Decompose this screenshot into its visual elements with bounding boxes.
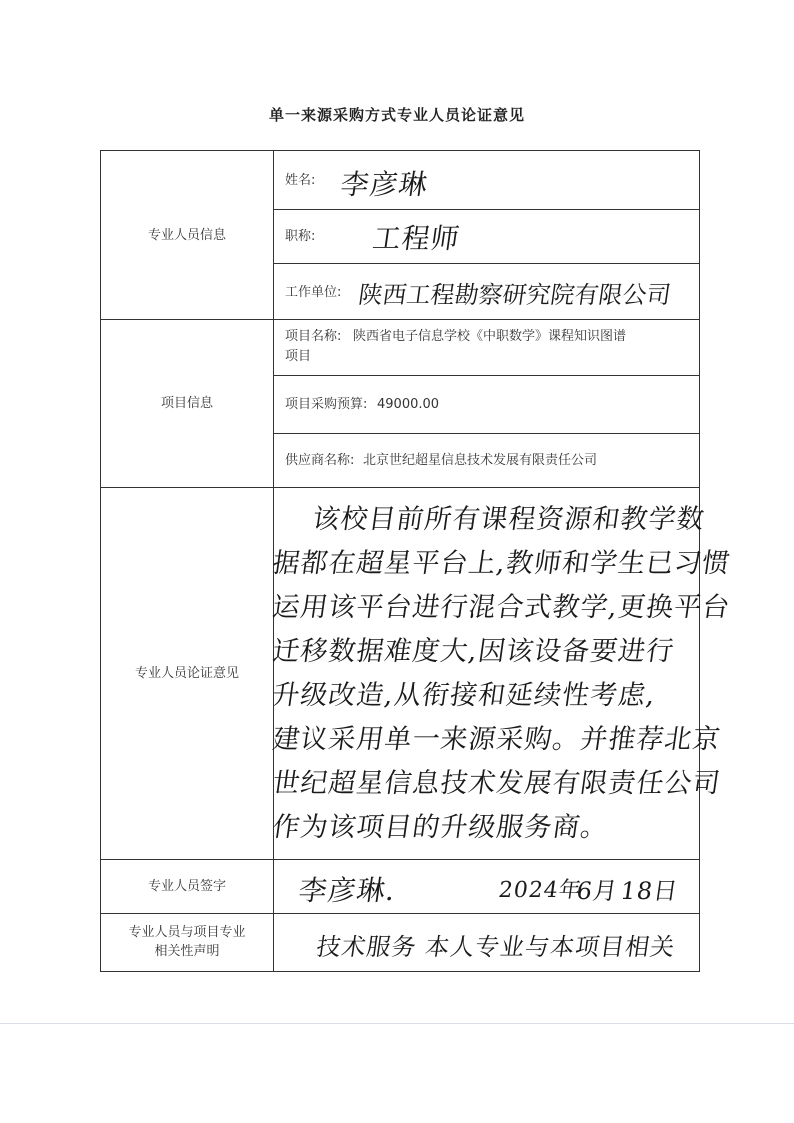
opinion-line: 建议采用单一来源采购。并推荐北京 — [270, 724, 723, 755]
relevance-label-line1: 专业人员与项目专业 — [128, 925, 246, 940]
row-rule-project-name-end — [273, 375, 699, 376]
name-label: 姓名: — [285, 173, 316, 188]
section-project-info: 项目信息 — [160, 395, 213, 411]
supplier-label: 供应商名称: — [285, 453, 355, 468]
section-expert-opinion: 专业人员论证意见 — [134, 665, 239, 681]
opinion-line: 世纪超星信息技术发展有限责任公司 — [270, 768, 723, 799]
section-expert-info: 专业人员信息 — [147, 227, 226, 243]
opinion-form — [100, 150, 733, 972]
opinion-line: 作为该项目的升级服务商。 — [270, 812, 611, 843]
title-handwriting: 工程师 — [370, 222, 463, 255]
employer-handwriting: 陕西工程勘察研究院有限公司 — [356, 281, 673, 309]
row-rule-title-end — [273, 263, 699, 264]
row-rule-budget-end — [273, 433, 699, 434]
opinion-line: 迁移数据难度大,因该设备要进行 — [270, 636, 677, 667]
budget-value: 49000.00 — [377, 397, 440, 412]
opinion-line: 升级改造,从衔接和延续性考虑, — [270, 680, 658, 711]
title-label: 职称: — [285, 229, 316, 244]
section-relevance-statement — [101, 913, 273, 971]
name-handwriting: 李彦琳 — [338, 168, 431, 201]
employer-label: 工作单位: — [285, 285, 342, 300]
signature-month: 6月 — [574, 877, 620, 905]
relevance-handwriting: 技术服务 本人专业与本项目相关 — [314, 933, 678, 961]
opinion-line: 据都在超星平台上,教师和学生已习惯 — [270, 548, 733, 579]
document-title: 单一来源采购方式专业人员论证意见 — [268, 106, 525, 124]
row-rule-name-end — [273, 209, 699, 210]
opinion-line: 运用该平台进行混合式教学,更换平台 — [270, 592, 733, 623]
signature-day: 18日 — [618, 877, 681, 905]
signature-handwriting: 李彦琳. — [296, 874, 399, 907]
project-name-value: 陕西省电子信息学校《中职数学》课程知识图谱 — [353, 329, 627, 344]
signature-year: 2024年 — [496, 878, 584, 903]
project-name-label: 项目名称: — [285, 329, 342, 344]
budget-label: 项目采购预算: — [285, 397, 368, 412]
project-name-value-cont: 项目 — [285, 349, 312, 364]
opinion-line: 该校目前所有课程资源和教学数 — [310, 504, 707, 535]
supplier-value: 北京世纪超星信息技术发展有限责任公司 — [363, 453, 598, 468]
relevance-label-line2: 相关性声明 — [154, 944, 220, 959]
page-footer-rule — [0, 1023, 794, 1024]
section-expert-signature: 专业人员签字 — [147, 878, 226, 894]
